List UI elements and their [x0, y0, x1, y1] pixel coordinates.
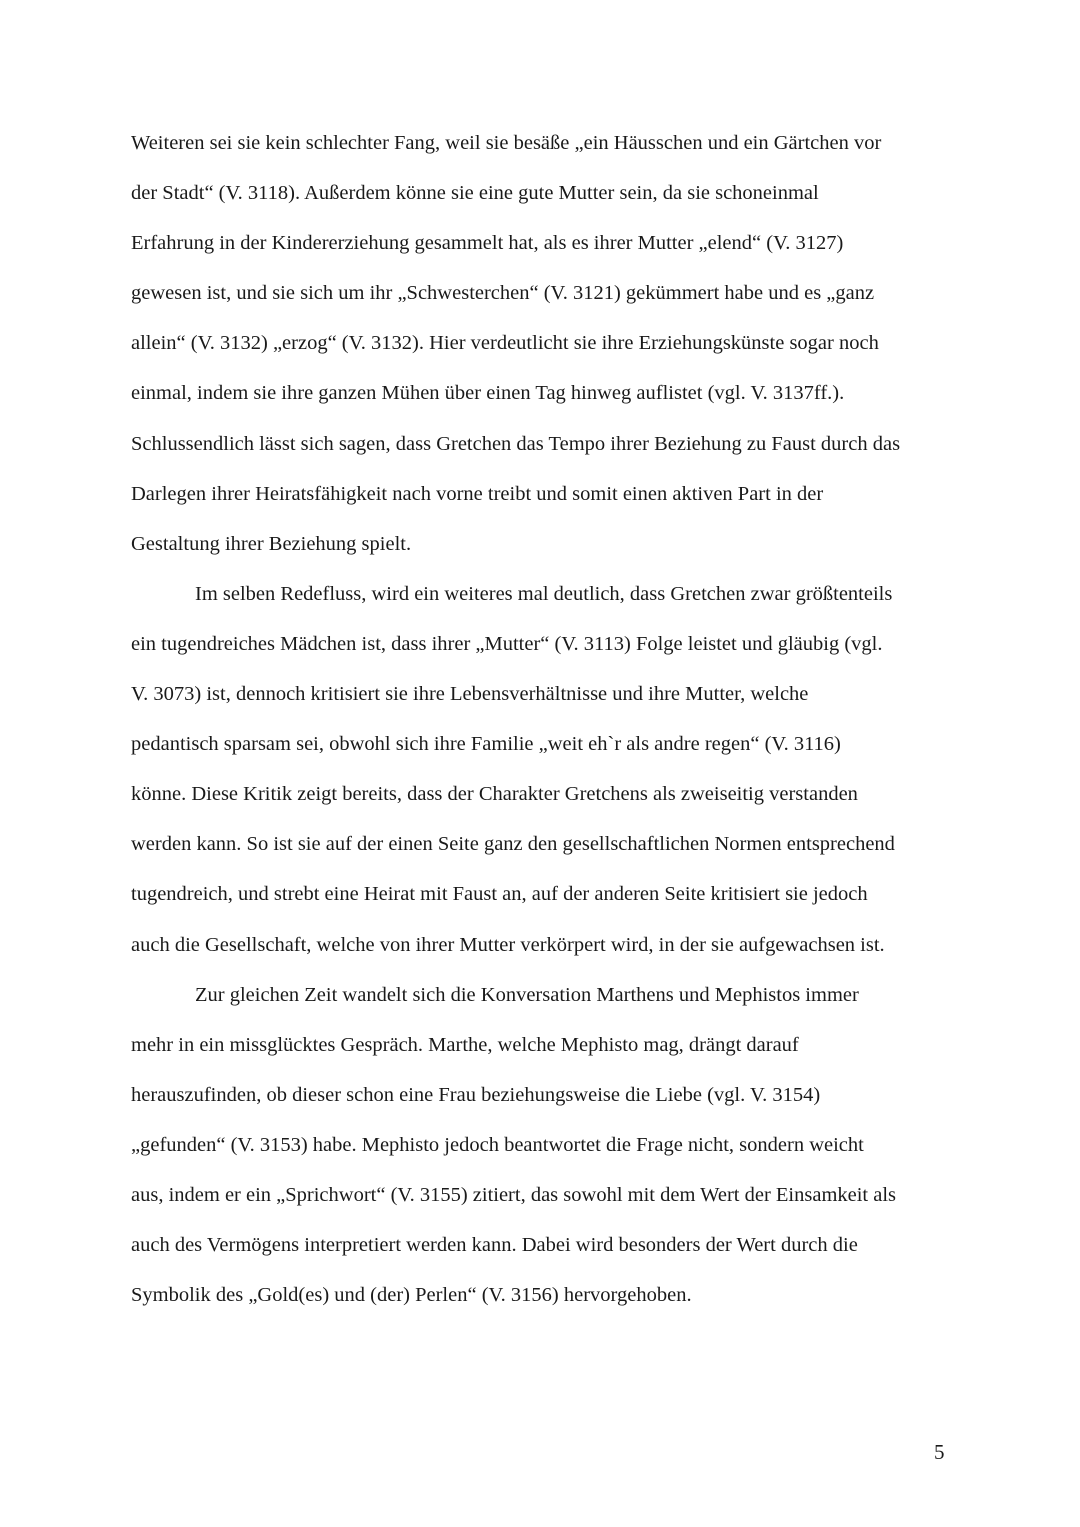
text-line: V. 3073) ist, dennoch kritisiert sie ihre Lebensverhältnisse und ihre Mutter, welche	[131, 683, 809, 706]
page-number: 5	[934, 1440, 945, 1464]
text-line: mehr in ein missglücktes Gespräch. Marthe, welche Mephisto mag, drängt darauf	[131, 1033, 799, 1056]
text-line: Symbolik des „Gold(es) und (der) Perlen“ (V. 3156) hervorgehoben.	[131, 1284, 692, 1307]
text-line: tugendreich, und strebt eine Heirat mit Faust an, auf der anderen Seite kritisiert sie jedoch	[131, 883, 868, 906]
text-line: auch die Gesellschaft, welche von ihrer Mutter verkörpert wird, in der sie aufgewachsen ist.	[131, 933, 885, 956]
text-line: einmal, indem sie ihre ganzen Mühen über einen Tag hinweg auflistet (vgl. V. 3137ff.).	[131, 382, 845, 405]
text-line: Darlegen ihrer Heiratsfähigkeit nach vorne treibt und somit einen aktiven Part in der	[131, 482, 824, 505]
text-line: allein“ (V. 3132) „erzog“ (V. 3132). Hier verdeutlicht sie ihre Erziehungskünste sogar noch	[131, 332, 879, 355]
text-line: Gestaltung ihrer Beziehung spielt.	[131, 532, 412, 555]
text-line: ein tugendreiches Mädchen ist, dass ihrer „Mutter“ (V. 3113) Folge leistet und gläubig (vgl.	[131, 632, 883, 655]
text-line: pedantisch sparsam sei, obwohl sich ihre Familie „weit eh`r als andre regen“ (V. 3116)	[131, 733, 841, 756]
text-line: Erfahrung in der Kindererziehung gesammelt hat, als es ihrer Mutter „elend“ (V. 3127)	[131, 232, 844, 255]
text-line: aus, indem er ein „Sprichwort“ (V. 3155) zitiert, das sowohl mit dem Wert der Einsamkeit als	[131, 1183, 897, 1206]
text-line: Im selben Redefluss, wird ein weiteres mal deutlich, dass Gretchen zwar größtenteils	[195, 582, 893, 605]
text-line: Weiteren sei sie kein schlechter Fang, weil sie besäße „ein Häusschen und ein Gärtchen vor	[131, 132, 882, 154]
text-line: könne. Diese Kritik zeigt bereits, dass der Charakter Gretchens als zweiseitig verstanden	[131, 783, 858, 806]
text-line: herauszufinden, ob dieser schon eine Frau beziehungsweise die Liebe (vgl. V. 3154)	[131, 1083, 821, 1106]
body-text	[131, 118, 961, 1320]
text-line: Schlussendlich lässt sich sagen, dass Gretchen das Tempo ihrer Beziehung zu Faust durch das	[131, 432, 901, 455]
text-line: „gefunden“ (V. 3153) habe. Mephisto jedoch beantwortet die Frage nicht, sondern weicht	[131, 1133, 864, 1156]
text-line: Zur gleichen Zeit wandelt sich die Konversation Marthens und Mephistos immer	[195, 983, 859, 1006]
text-line: gewesen ist, und sie sich um ihr „Schwesterchen“ (V. 3121) gekümmert habe und es „ganz	[131, 282, 875, 305]
text-line: der Stadt“ (V. 3118). Außerdem könne sie eine gute Mutter sein, da sie schoneinmal	[131, 182, 819, 205]
text-line: auch des Vermögens interpretiert werden kann. Dabei wird besonders der Wert durch die	[131, 1234, 858, 1257]
text-line: werden kann. So ist sie auf der einen Seite ganz den gesellschaftlichen Normen entsprechend	[131, 833, 895, 856]
